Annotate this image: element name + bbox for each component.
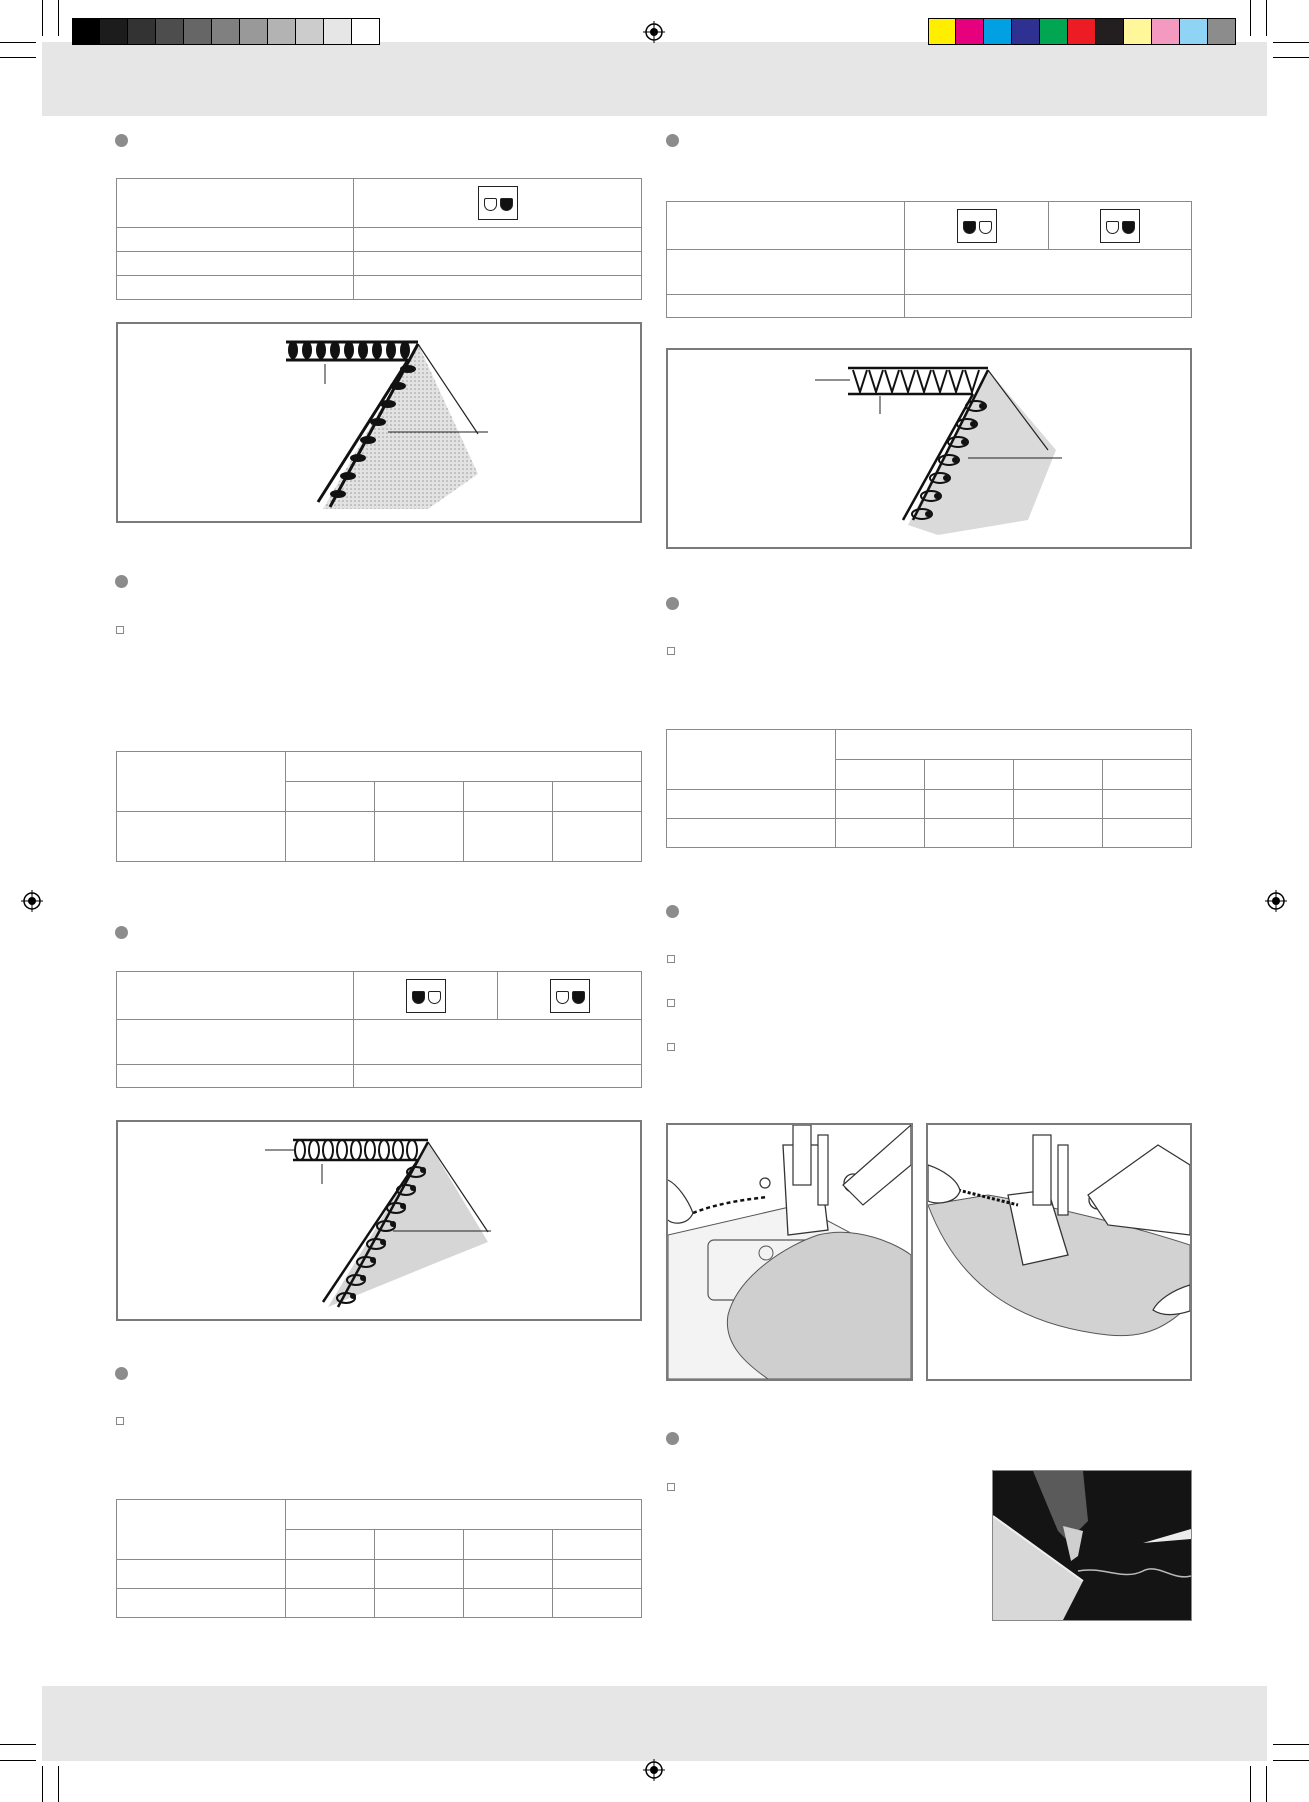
section-bullet-right-2 <box>666 597 679 610</box>
table-cell <box>553 1530 642 1560</box>
color-swatch <box>1040 18 1068 45</box>
table-cell <box>117 228 354 252</box>
needle-right-filled-icon <box>478 186 518 220</box>
table-cell <box>117 972 354 1020</box>
stitch-diagram-3-thread-wide <box>666 348 1192 549</box>
thread-chain-illustration-left <box>666 1123 913 1381</box>
table-cell <box>464 1589 553 1618</box>
checkbox-right-1 <box>667 647 675 655</box>
tension-table-left-2 <box>116 1499 642 1618</box>
overlock-stitch-illustration <box>668 350 1190 547</box>
registration-mark-right-icon <box>1265 890 1287 912</box>
table-cell <box>667 730 836 790</box>
tension-table-right-1 <box>666 729 1192 848</box>
color-swatch <box>956 18 984 45</box>
table-cell <box>375 782 464 812</box>
footer-band <box>42 1686 1267 1761</box>
registration-mark-bottom-icon <box>643 1759 665 1781</box>
header-band <box>42 42 1267 116</box>
table-cell <box>905 295 1192 318</box>
checkbox-left-2 <box>116 1417 124 1425</box>
table-cell <box>117 752 286 812</box>
needle-icon-cell <box>905 202 1049 250</box>
table-cell <box>117 276 354 300</box>
color-swatch <box>1180 18 1208 45</box>
checkbox-right-2 <box>667 955 675 963</box>
table-cell <box>836 790 925 819</box>
grayscale-swatch <box>184 18 212 45</box>
color-swatch <box>1124 18 1152 45</box>
table-cell <box>286 1500 642 1530</box>
stitch-diagram-3-thread-narrow <box>116 322 642 523</box>
table-cell <box>553 1589 642 1618</box>
table-cell <box>1103 819 1192 848</box>
color-swatch <box>1012 18 1040 45</box>
color-swatch <box>1152 18 1180 45</box>
table-cell <box>286 1589 375 1618</box>
checkbox-right-4 <box>667 1043 675 1051</box>
overlock-stitch-illustration <box>118 1122 640 1319</box>
overlock-stitch-illustration <box>118 324 640 521</box>
table-cell <box>667 202 905 250</box>
seam-sealant-illustration <box>993 1471 1191 1620</box>
table-cell <box>1014 790 1103 819</box>
thread-setting-table-right-1 <box>666 201 1192 318</box>
table-cell <box>464 782 553 812</box>
needle-icon-cell <box>1049 202 1192 250</box>
color-swatch <box>1208 18 1236 45</box>
section-bullet-left-2 <box>115 575 128 588</box>
thread-setting-table-left-1 <box>116 178 642 300</box>
table-cell <box>925 819 1014 848</box>
registration-mark-top-icon <box>643 21 665 43</box>
stitch-diagram-4-thread <box>116 1120 642 1321</box>
table-cell <box>286 1530 375 1560</box>
table-cell <box>667 250 905 295</box>
grayscale-swatch <box>128 18 156 45</box>
needle-icon-cell <box>354 972 498 1020</box>
thread-setting-table-left-2 <box>116 971 642 1088</box>
table-cell <box>1103 790 1192 819</box>
table-cell <box>836 819 925 848</box>
table-cell <box>354 1020 642 1065</box>
table-cell <box>117 1020 354 1065</box>
grayscale-swatch <box>352 18 380 45</box>
registration-mark-left-icon <box>21 890 43 912</box>
needle-icon-cell <box>498 972 642 1020</box>
table-cell <box>286 812 375 862</box>
table-cell <box>836 730 1192 760</box>
needle-icon-cell <box>354 179 642 228</box>
table-cell <box>117 1500 286 1560</box>
table-cell <box>286 782 375 812</box>
tension-table-left-1 <box>116 751 642 862</box>
table-cell <box>354 276 642 300</box>
table-cell <box>117 1589 286 1618</box>
section-bullet-left-3 <box>115 926 128 939</box>
grayscale-swatch <box>296 18 324 45</box>
table-cell <box>553 1560 642 1589</box>
needle-left-filled-icon <box>406 979 446 1013</box>
table-cell <box>925 790 1014 819</box>
sewing-machine-illustration <box>928 1125 1190 1379</box>
grayscale-swatch <box>156 18 184 45</box>
sewing-machine-illustration <box>668 1125 911 1379</box>
table-cell <box>117 812 286 862</box>
color-swatch <box>1068 18 1096 45</box>
table-cell <box>375 1560 464 1589</box>
table-cell <box>354 1065 642 1088</box>
table-cell <box>375 1589 464 1618</box>
table-cell <box>905 250 1192 295</box>
table-cell <box>1014 819 1103 848</box>
grayscale-swatch <box>324 18 352 45</box>
checkbox-right-3 <box>667 999 675 1007</box>
table-cell <box>117 1065 354 1088</box>
table-cell <box>286 752 642 782</box>
table-cell <box>667 819 836 848</box>
table-cell <box>117 252 354 276</box>
table-cell <box>667 790 836 819</box>
section-bullet-right-3 <box>666 905 679 918</box>
table-cell <box>354 228 642 252</box>
needle-left-filled-icon <box>957 209 997 243</box>
table-cell <box>667 295 905 318</box>
section-bullet-left-1 <box>115 134 128 147</box>
table-cell <box>464 812 553 862</box>
section-bullet-left-4 <box>115 1367 128 1380</box>
table-cell <box>286 1560 375 1589</box>
grayscale-swatch <box>212 18 240 45</box>
table-cell <box>117 1560 286 1589</box>
table-cell <box>553 782 642 812</box>
table-cell <box>1014 760 1103 790</box>
section-bullet-right-4 <box>666 1432 679 1445</box>
color-swatch <box>928 18 956 45</box>
needle-right-filled-icon <box>550 979 590 1013</box>
table-cell <box>464 1560 553 1589</box>
thread-chain-illustration-right <box>926 1123 1192 1381</box>
table-cell <box>375 812 464 862</box>
checkbox-right-5 <box>667 1483 675 1491</box>
table-cell <box>1103 760 1192 790</box>
table-cell <box>925 760 1014 790</box>
grayscale-swatch <box>100 18 128 45</box>
section-bullet-right-1 <box>666 134 679 147</box>
grayscale-swatch <box>268 18 296 45</box>
table-cell <box>553 812 642 862</box>
table-cell <box>836 760 925 790</box>
color-swatch <box>1096 18 1124 45</box>
seam-sealant-photo <box>992 1470 1192 1621</box>
needle-right-filled-icon <box>1100 209 1140 243</box>
checkbox-left-1 <box>116 626 124 634</box>
table-cell <box>354 252 642 276</box>
table-cell <box>117 179 354 228</box>
table-cell <box>375 1530 464 1560</box>
grayscale-swatch <box>72 18 100 45</box>
grayscale-swatch <box>240 18 268 45</box>
table-cell <box>464 1530 553 1560</box>
color-swatch <box>984 18 1012 45</box>
